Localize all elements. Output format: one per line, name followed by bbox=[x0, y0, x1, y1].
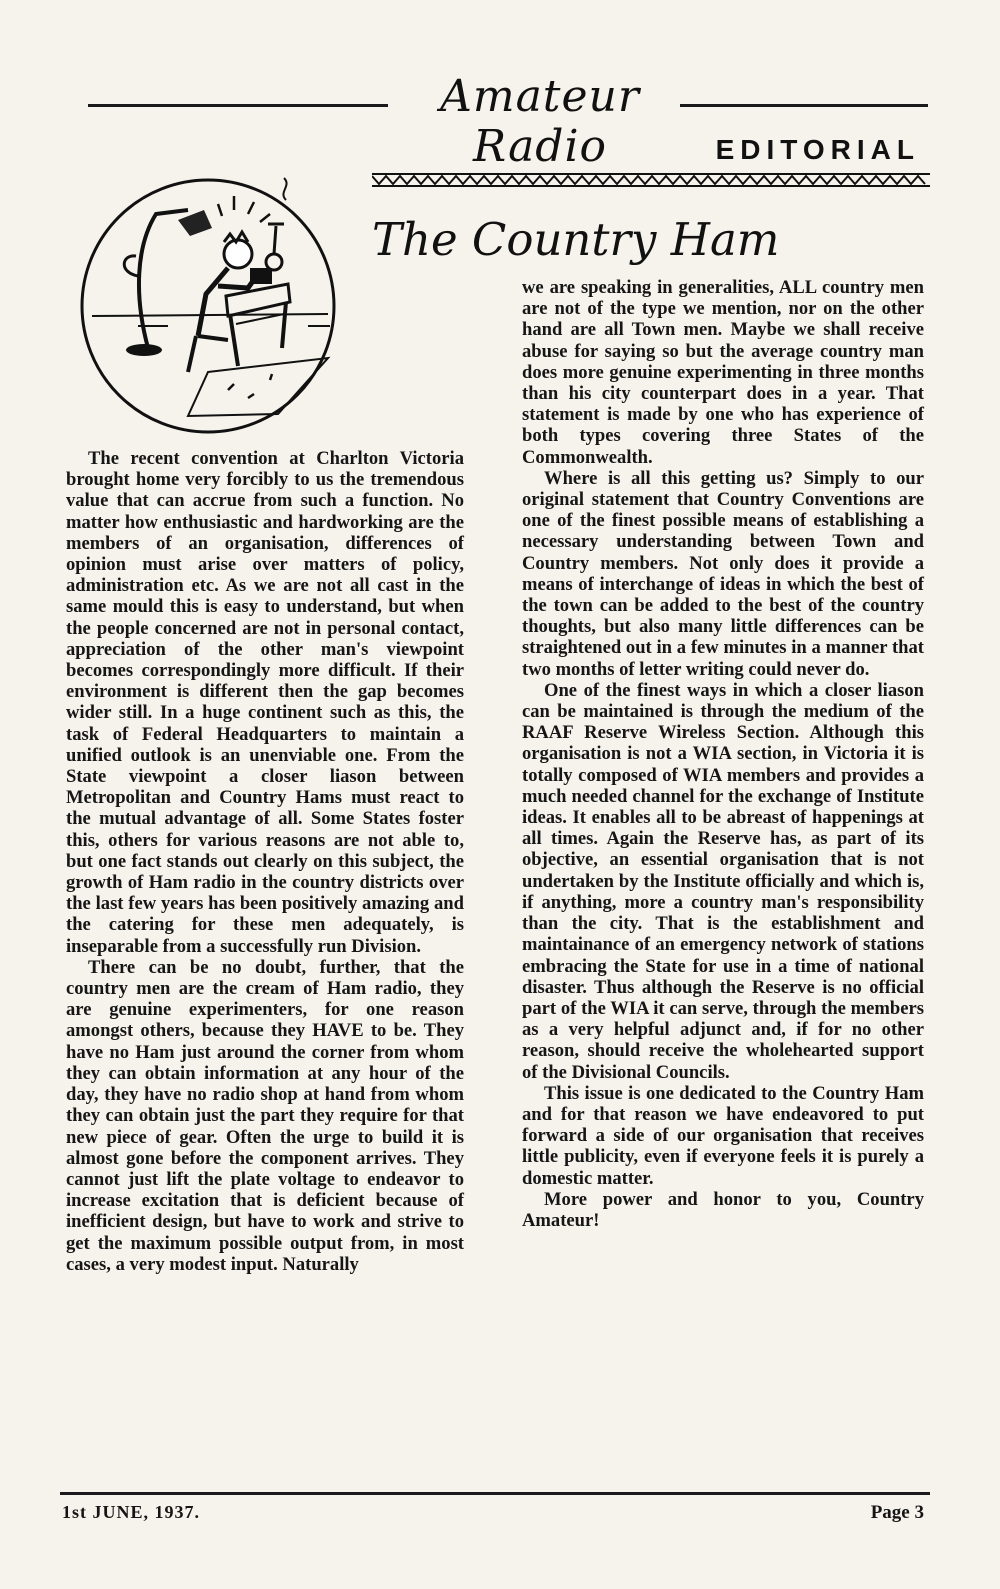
radio-operator-at-desk-icon bbox=[78, 176, 360, 446]
section-label: EDITORIAL bbox=[715, 134, 920, 165]
left-column bbox=[66, 448, 464, 1275]
left-paragraph-2: There can be no doubt, further, that the country men are the cream of Ham radio, they are genuine experimenters, for one reason amongst others, because they HAVE to be. They have no Ham just around the corner from whom they can obtain information at any hour of the day, they have no radio shop at hand from whom they can obtain just the part they require for that new piece of gear. Often the urge to build it is almost gone before the component arrives. They cannot just lift the plate voltage to endeavor to increase excitation that is deficient because of inefficient design, but have to work and strive to get the maximum possible output from, in most cases, a very modest input. Naturally bbox=[66, 956, 464, 1275]
zigzag-rule bbox=[372, 172, 930, 188]
right-paragraph-2: Where is all this getting us? Simply to our original statement that Country Conventions are one of the finest possible means of establishing a necessary understanding between Town and Country members. Not only does it provide a means of interchange of ideas in which the best of the town can be added to the best of the country thoughts, but also many little differences can be straightened out in a few minutes in a manner that two months of letter writing could never do. bbox=[522, 467, 924, 680]
right-paragraph-1: we are speaking in generalities, ALL country men are not of the type we mention, nor on the other hand are all Town men. Maybe we shall receive abuse for saying so but the average country man does more genuine experimenting in three months than his city counterpart does in a year. That statement is made by one who has experience of both types covering three States of the Commonwealth. bbox=[522, 277, 924, 468]
masthead-rule-left bbox=[88, 104, 388, 107]
left-paragraph-1: The recent convention at Charlton Victoria brought home very forcibly to us the tremendous value that can accrue from such a function. No matter how enthusiastic and hardworking are the members of an organisation, differences of opinion must arise over matters of policy, administration etc. As we are not all cast in the same mould this is easy to understand, but when the people concerned are not in personal contact, appreciation of the other man's viewpoint becomes correspondingly more difficult. If their environment is different then the gap becomes wider still. In a huge continent such as this, the task of Federal Headquarters to maintain a unified outlook is an unenviable one. From the State viewpoint a closer liason between Metropolitan and Country Hams must react to the mutual advantage of all. Some States foster this, others for various reasons are not able to, but one fact stands out clearly on this subject, the growth of Ham radio in the country districts over the last few years has been positively amazing and the catering for these men adequately, is inseparable from a successfully run Division. bbox=[66, 448, 464, 957]
right-paragraph-5: More power and honor to you, Country Amateur! bbox=[522, 1188, 924, 1231]
masthead-logo: Amateur Radio bbox=[440, 71, 640, 172]
masthead-rule-right bbox=[680, 104, 928, 107]
right-column bbox=[522, 277, 924, 1231]
headline: The Country Ham bbox=[372, 213, 780, 266]
right-paragraph-4: This issue is one dedicated to the Country Ham and for that reason we have endeavored to put forward a side of our organisation that receives little publicity, even if everyone feels it is purely a domestic matter. bbox=[522, 1082, 924, 1189]
issue-date: 1st JUNE, 1937. bbox=[62, 1502, 201, 1522]
right-paragraph-3: One of the finest ways in which a closer liason can be maintained is through the medium of the RAAF Reserve Wireless Section. Although this organisation is not a WIA section, in Victoria it is totally composed of WIA members and provides a much needed channel for the exchange of Institute ideas. It enables all to be abreast of happenings at all times. Again the Reserve has, as part of its objective, an essential organisation that is not undertaken by the Institute officially and which is, if anything, more a country man's responsibility than the city. That is the establishment and maintainance of an emergency network of stations embracing the State for use in a time of national disaster. Thus although the Reserve is no official part of the WIA it can serve, through the members as a very helpful adjunct and, if for no other reason, should receive the wholehearted support of the Divisional Councils. bbox=[522, 679, 924, 1083]
footer-rule bbox=[60, 1492, 930, 1495]
page-number: Page 3 bbox=[870, 1502, 924, 1523]
